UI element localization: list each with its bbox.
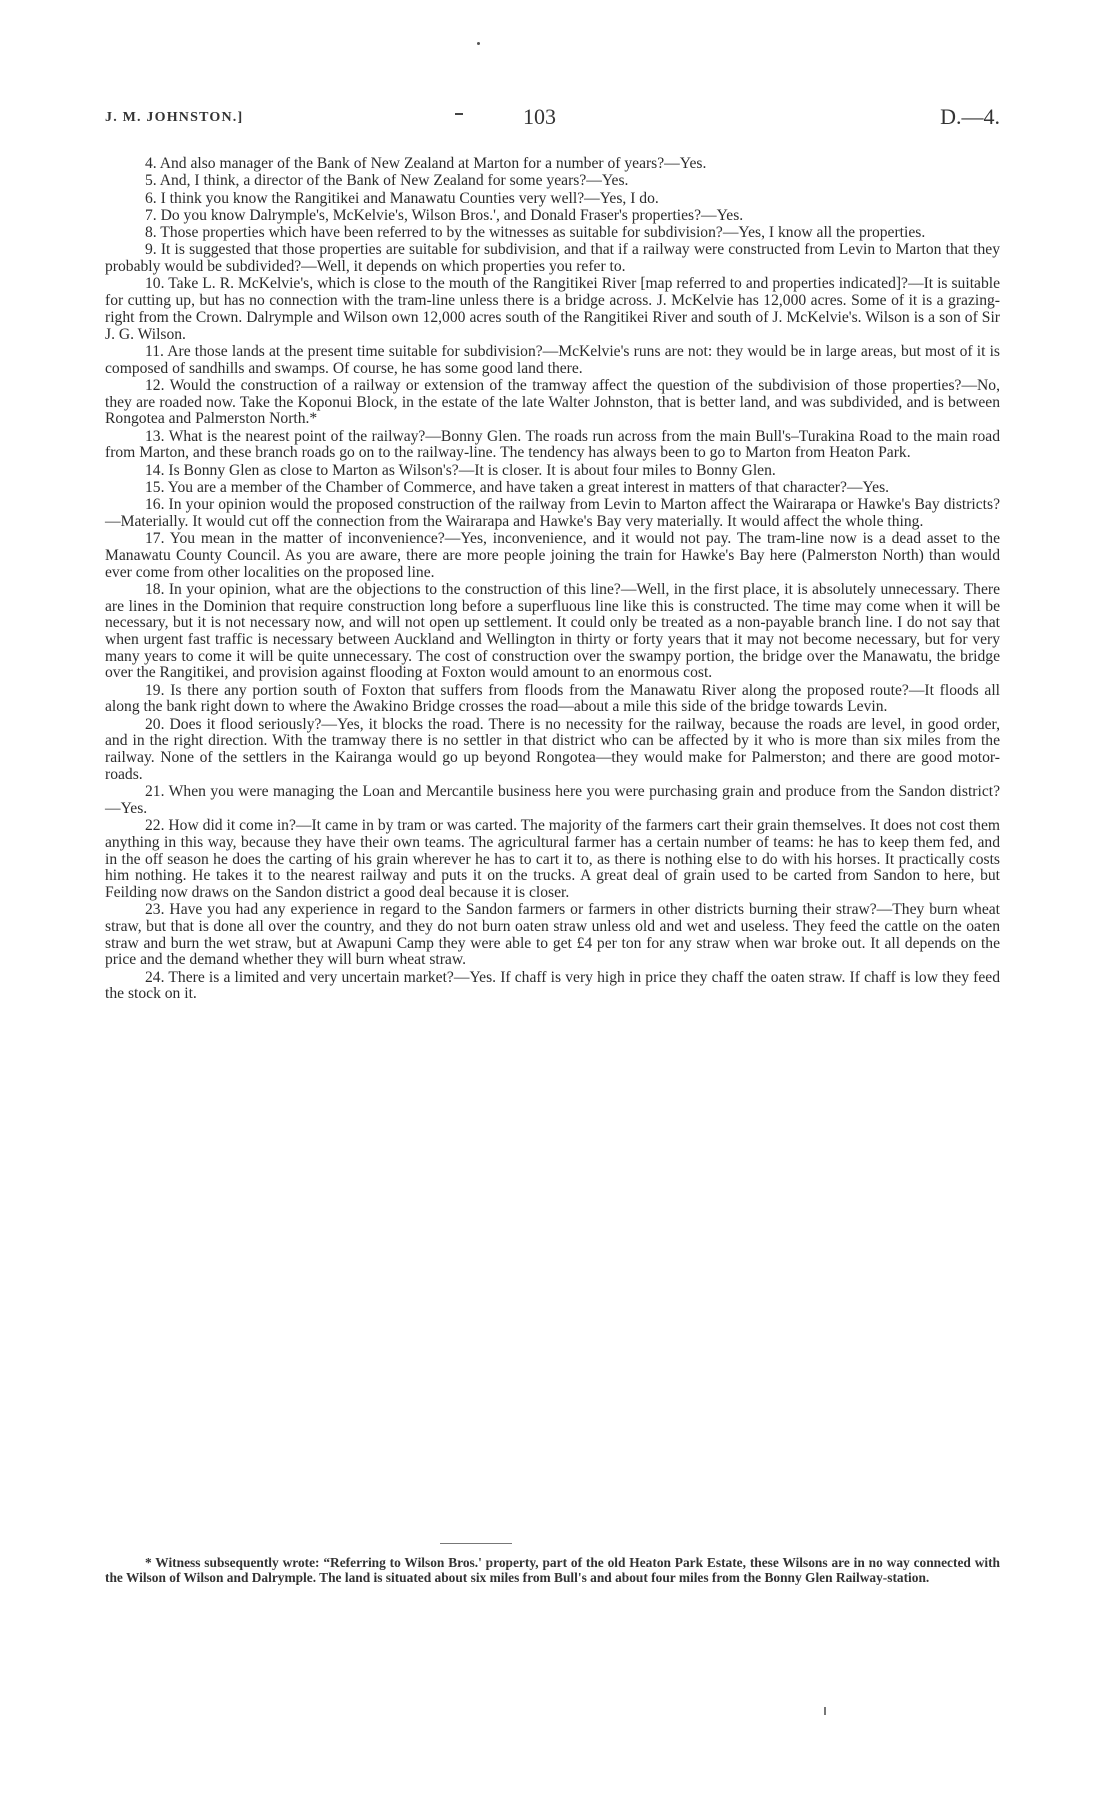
- document-reference: D.—4.: [940, 104, 1000, 129]
- page-speck-bottom: [824, 1707, 826, 1715]
- paragraph-10: 10. Take L. R. McKelvie's, which is close to the mouth of the Rangitikei River [map referred to and properties indicated]?—It is suitable for cutting up, but has no connection with the tram-line unless there is a bridge across. J. McKelvie has 12,000 acres. Some of it is a grazing-right from the Crown. Dalrymple and Wilson own 12,000 acres south of the Rangitikei River and south of J. McKelvie's. Wilson is a son of Sir J. G. Wilson.: [105, 275, 1000, 343]
- paragraph-15: 15. You are a member of the Chamber of Commerce, and have taken a great interest in matters of that character?—Yes.: [145, 478, 890, 496]
- paragraph-6: 6. I think you know the Rangitikei and Manawatu Counties very well?—Yes, I do.: [145, 189, 659, 207]
- footnote: [105, 1556, 1000, 1585]
- paragraph-17: 17. You mean in the matter of inconvenience?—Yes, inconvenience, and it would not pay. The tram-line now is a dead asset to the Manawatu County Council. As you are aware, there are more people joining the train for Hawke's Bay here (Palmerston North) than would ever come from other localities on the proposed line.: [105, 530, 1000, 581]
- paragraph-7: 7. Do you know Dalrymple's, McKelvie's, Wilson Bros.', and Donald Fraser's properties?—Yes.: [145, 206, 744, 224]
- paragraph-13: 13. What is the nearest point of the railway?—Bonny Glen. The roads run across from the main Bull's–Turakina Road to the main road from Marton, and these branch roads go on to the railway-line. The tendency has always been to go to Marton from Heaton Park.: [105, 427, 1000, 462]
- paragraph-22: 22. How did it come in?—It came in by tram or was carted. The majority of the farmers cart their grain themselves. It does not cost them anything in this way, because they have their own teams. The agricultural farmer has a certain number of teams: he has to keep them fed, and in the off season he does the carting of his grain wherever he has to cart it to, as there is nothing else to do with his horses. It practically costs him nothing. He takes it to the nearest railway and puts it on the trucks. A great deal of grain used to be carted from Sandon to here, but Feilding now draws on the Sandon district a good deal because it is closer.: [105, 817, 1000, 901]
- paragraph-14: 14. Is Bonny Glen as close to Marton as Wilson's?—It is closer. It is about four miles to Bonny Glen.: [145, 461, 776, 479]
- page-number: 103: [523, 104, 556, 129]
- paragraph-16: 16. In your opinion would the proposed construction of the railway from Levin to Marton affect the Wairarapa or Hawke's Bay districts?—Materially. It would cut off the connection from the Wairarapa and Hawke's Bay very materially. It would affect the whole thing.: [105, 496, 1000, 530]
- paragraph-9: 9. It is suggested that those properties are suitable for subdivision, and that if a railway were constructed from Levin to Marton that they probably would be subdivided?—Well, it depends on which properties you refer to.: [105, 241, 1000, 276]
- paragraph-24: 24. There is a limited and very uncertain market?—Yes. If chaff is very high in price they chaff the oaten straw. If chaff is low they feed the stock on it.: [105, 968, 1000, 1003]
- witness-name: J. M. JOHNSTON.]: [105, 110, 244, 125]
- paragraph-8: 8. Those properties which have been referred to by the witnesses as suitable for subdivision?—Yes, I know all the properties.: [145, 224, 926, 242]
- paragraph-19: 19. Is there any portion south of Foxton that suffers from floods from the Manawatu River along the proposed route?—It floods all along the bank right down to where the Awakino Bridge crosses the road—about a mile this side of the bridge towards Levin.: [105, 681, 1000, 716]
- page-header: [105, 104, 1000, 134]
- footnote-text: * Witness subsequently wrote: “Referring to Wilson Bros.' property, part of the old Heaton Park Estate, these Wilsons are in no way connected with the Wilson of Wilson and Dalrymple. The land is situated about six miles from Bull's and about four miles from the Bonny Glen Railway-station.: [105, 1555, 1000, 1585]
- paragraph-4: 4. And also manager of the Bank of New Zealand at Marton for a number of years?—Yes.: [145, 155, 707, 172]
- paragraph-23: 23. Have you had any experience in regard to the Sandon farmers or farmers in other districts burning their straw?—They burn wheat straw, but that is done all over the country, and they do not burn oaten straw unless old and wet and useless. They feed the cattle on the oaten straw and burn the wet straw, but at Awapuni Camp they were able to get £4 per ton for any straw when war broke out. It all depends on the price and the demand whether they will burn wheat straw.: [105, 901, 1000, 969]
- paragraph-12: 12. Would the construction of a railway or extension of the tramway affect the question of the subdivision of those properties?—No, they are roaded now. Take the Koponui Block, in the estate of the late Walter Johnston, that is better land, and was subdivided, and is between Rongotea and Palmerston North.*: [105, 376, 1000, 428]
- header-dash: [455, 113, 463, 115]
- page-speck: [477, 42, 480, 45]
- paragraph-18: 18. In your opinion, what are the objections to the construction of this line?—Well, in the first place, it is absolutely unnecessary. There are lines in the Dominion that require construction long before a superfluous line like this is constructed. The time may come when it will be necessary, but it is not necessary now, and will not open up settlement. It could only be treated as a non-payable branch line. I do not say that when urgent fast traffic is necessary between Auckland and Wellington in thirty or forty years that it may not become necessary, but for very many years to come it will be quite unnecessary. The cost of construction over the swampy portion, the bridge over the Manawatu, the bridge over the Rangitikei, and provision against flooding at Foxton would amount to an enormous cost.: [105, 580, 1000, 682]
- paragraph-5: 5. And, I think, a director of the Bank of New Zealand for some years?—Yes.: [145, 172, 629, 190]
- paragraph-20: 20. Does it flood seriously?—Yes, it blocks the road. There is no necessity for the railway, because the roads are level, in good order, and in the right direction. With the tramway there is no settler in that district who can be affected by it who is more than six miles from the railway. None of the settlers in the Kairanga would go up beyond Rongotea—they would make for Palmerston; and there are good motor-roads.: [105, 715, 1000, 783]
- paragraph-21: 21. When you were managing the Loan and Mercantile business here you were purchasing grain and produce from the Sandon district?—Yes.: [105, 783, 1000, 817]
- footnote-divider: [440, 1543, 512, 1544]
- paragraph-11: 11. Are those lands at the present time suitable for subdivision?—McKelvie's runs are not: they would be in large areas, but most of it is composed of sandhills and swamps. Of course, he has some good land there.: [105, 342, 1000, 377]
- testimony-body: [105, 156, 1000, 1004]
